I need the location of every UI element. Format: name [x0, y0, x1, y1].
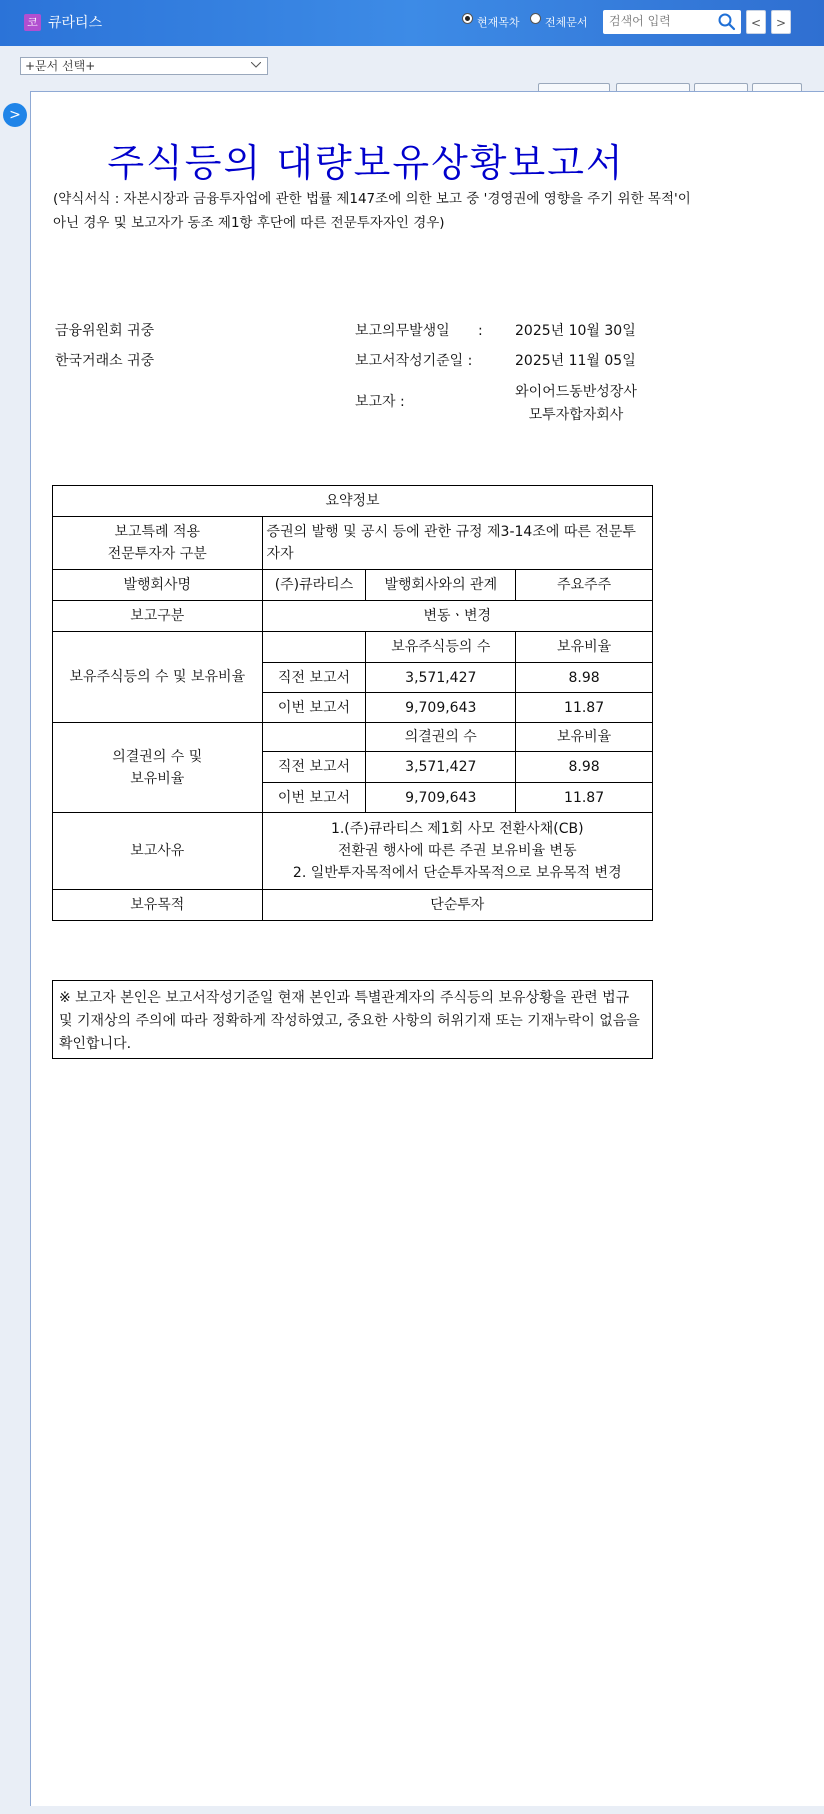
- reporter-name-line2: 모투자합자회사: [528, 407, 624, 423]
- special-label-line2: 전문투자자 구분: [107, 546, 207, 562]
- reason-value: [262, 813, 652, 890]
- votes-this-ratio: 11.87: [516, 783, 653, 813]
- table-row: [53, 632, 653, 663]
- basis-date-label: 보고서작성기준일 :: [355, 353, 473, 369]
- report-type-label: 보고구분: [53, 601, 263, 632]
- special-label: [53, 517, 263, 570]
- purpose-label: 보유목적: [53, 890, 263, 921]
- recipient-krx: 한국거래소 귀중: [55, 353, 155, 369]
- shares-label: 보유주식등의 수 및 보유비율: [53, 632, 263, 723]
- votes-label: [53, 723, 263, 813]
- table-row: [53, 723, 653, 752]
- votes-prev-ratio: 8.98: [516, 752, 653, 783]
- summary-table: [52, 485, 653, 921]
- special-label-line1: 보고특례 적용: [114, 524, 201, 540]
- shares-this-label: 이번 보고서: [262, 693, 366, 723]
- shares-this-ratio: 11.87: [516, 693, 653, 723]
- radio-current-toc[interactable]: [462, 13, 473, 24]
- shares-prev-label: 직전 보고서: [262, 663, 366, 693]
- radio-all-docs[interactable]: [530, 13, 541, 24]
- obligation-date-colon: :: [478, 323, 483, 339]
- table-row: [53, 890, 653, 921]
- reason-line3: 2. 일반투자목적에서 단순투자목적으로 보유목적 변경: [292, 865, 622, 881]
- basis-date: 2025년 11월 05일: [515, 353, 636, 369]
- shares-prev-count: 3,571,427: [366, 663, 516, 693]
- shares-col-blank: [262, 632, 366, 663]
- reason-label: 보고사유: [53, 813, 263, 890]
- shares-prev-ratio: 8.98: [516, 663, 653, 693]
- summary-header: 요약정보: [53, 486, 653, 517]
- obligation-date-label: 보고의무발생일: [355, 323, 450, 339]
- relation-label: 발행회사와의 관계: [366, 570, 516, 601]
- document-title: 주식등의 대량보유상황보고서: [107, 141, 625, 185]
- document-viewer: [30, 91, 824, 1806]
- votes-col-blank: [262, 723, 366, 752]
- table-row: [53, 486, 653, 517]
- company-logo-icon: 코: [24, 14, 41, 31]
- obligation-date: 2025년 10월 30일: [515, 323, 636, 339]
- table-row: [53, 601, 653, 632]
- issuer-value: (주)큐라티스: [262, 570, 366, 601]
- votes-prev-count: 3,571,427: [366, 752, 516, 783]
- document-select-value: +문서 선택+: [25, 59, 96, 73]
- table-row: [53, 570, 653, 601]
- purpose-value: 단순투자: [262, 890, 652, 921]
- search-input[interactable]: [609, 13, 709, 29]
- votes-col-ratio: 보유비율: [516, 723, 653, 752]
- shares-this-count: 9,709,643: [366, 693, 516, 723]
- votes-prev-label: 직전 보고서: [262, 752, 366, 783]
- radio-current-toc-label[interactable]: 현재목차: [477, 16, 520, 29]
- reason-line2: 전환권 행사에 따른 주권 보유비율 변동: [337, 843, 577, 859]
- relation-value: 주요주주: [516, 570, 653, 601]
- votes-col-count: 의결권의 수: [366, 723, 516, 752]
- table-row: [53, 813, 653, 890]
- reporter-name-line1: 와이어드동반성장사: [515, 384, 637, 400]
- chevron-down-icon: [251, 62, 261, 68]
- votes-this-count: 9,709,643: [366, 783, 516, 813]
- table-row: [53, 517, 653, 570]
- search-box: [603, 10, 741, 34]
- reporter-label: 보고자 :: [355, 394, 405, 410]
- document-form-note: (약식서식 : 자본시장과 금융투자업에 관한 법률 제147조에 의한 보고 중 '경영권에 영향을 주기 위한 목적'이 아닌 경우 및 보고자가 동조 제1항 후단에 따른 전문투자자인 경우): [53, 191, 691, 231]
- sidebar-toggle-button[interactable]: >: [3, 103, 27, 127]
- recipient-fsc: 금융위원회 귀중: [55, 323, 155, 339]
- votes-label-line2: 보유비율: [130, 770, 185, 787]
- radio-all-docs-label[interactable]: 전체문서: [545, 16, 588, 29]
- report-type-value: 변동ㆍ변경: [262, 601, 652, 632]
- votes-label-line1: 의결권의 수 및: [112, 748, 203, 765]
- shares-col-count: 보유주식등의 수: [366, 632, 516, 663]
- issuer-label: 발행회사명: [53, 570, 263, 601]
- special-value: 증권의 발행 및 공시 등에 관한 규정 제3-14조에 따른 전문투자자: [262, 517, 652, 570]
- company-name: 큐라티스: [48, 15, 103, 31]
- prev-result-button[interactable]: <: [746, 10, 766, 34]
- search-icon[interactable]: [717, 12, 737, 32]
- document-select[interactable]: [20, 57, 268, 75]
- reason-line1: 1.(주)큐라티스 제1회 사모 전환사채(CB): [330, 821, 584, 837]
- shares-col-ratio: 보유비율: [516, 632, 653, 663]
- confirmation-notice: ※ 보고자 본인은 보고서작성기준일 현재 본인과 특별관계자의 주식등의 보유상황을 관련 법규 및 기재상의 주의에 따라 정확하게 작성하였고, 중요한 사항의 허위기재 또는 기재누락이 없음을 확인합니다.: [52, 980, 653, 1059]
- next-result-button[interactable]: >: [771, 10, 791, 34]
- top-bar: [0, 0, 824, 46]
- votes-this-label: 이번 보고서: [262, 783, 366, 813]
- reporter-name: [501, 381, 651, 427]
